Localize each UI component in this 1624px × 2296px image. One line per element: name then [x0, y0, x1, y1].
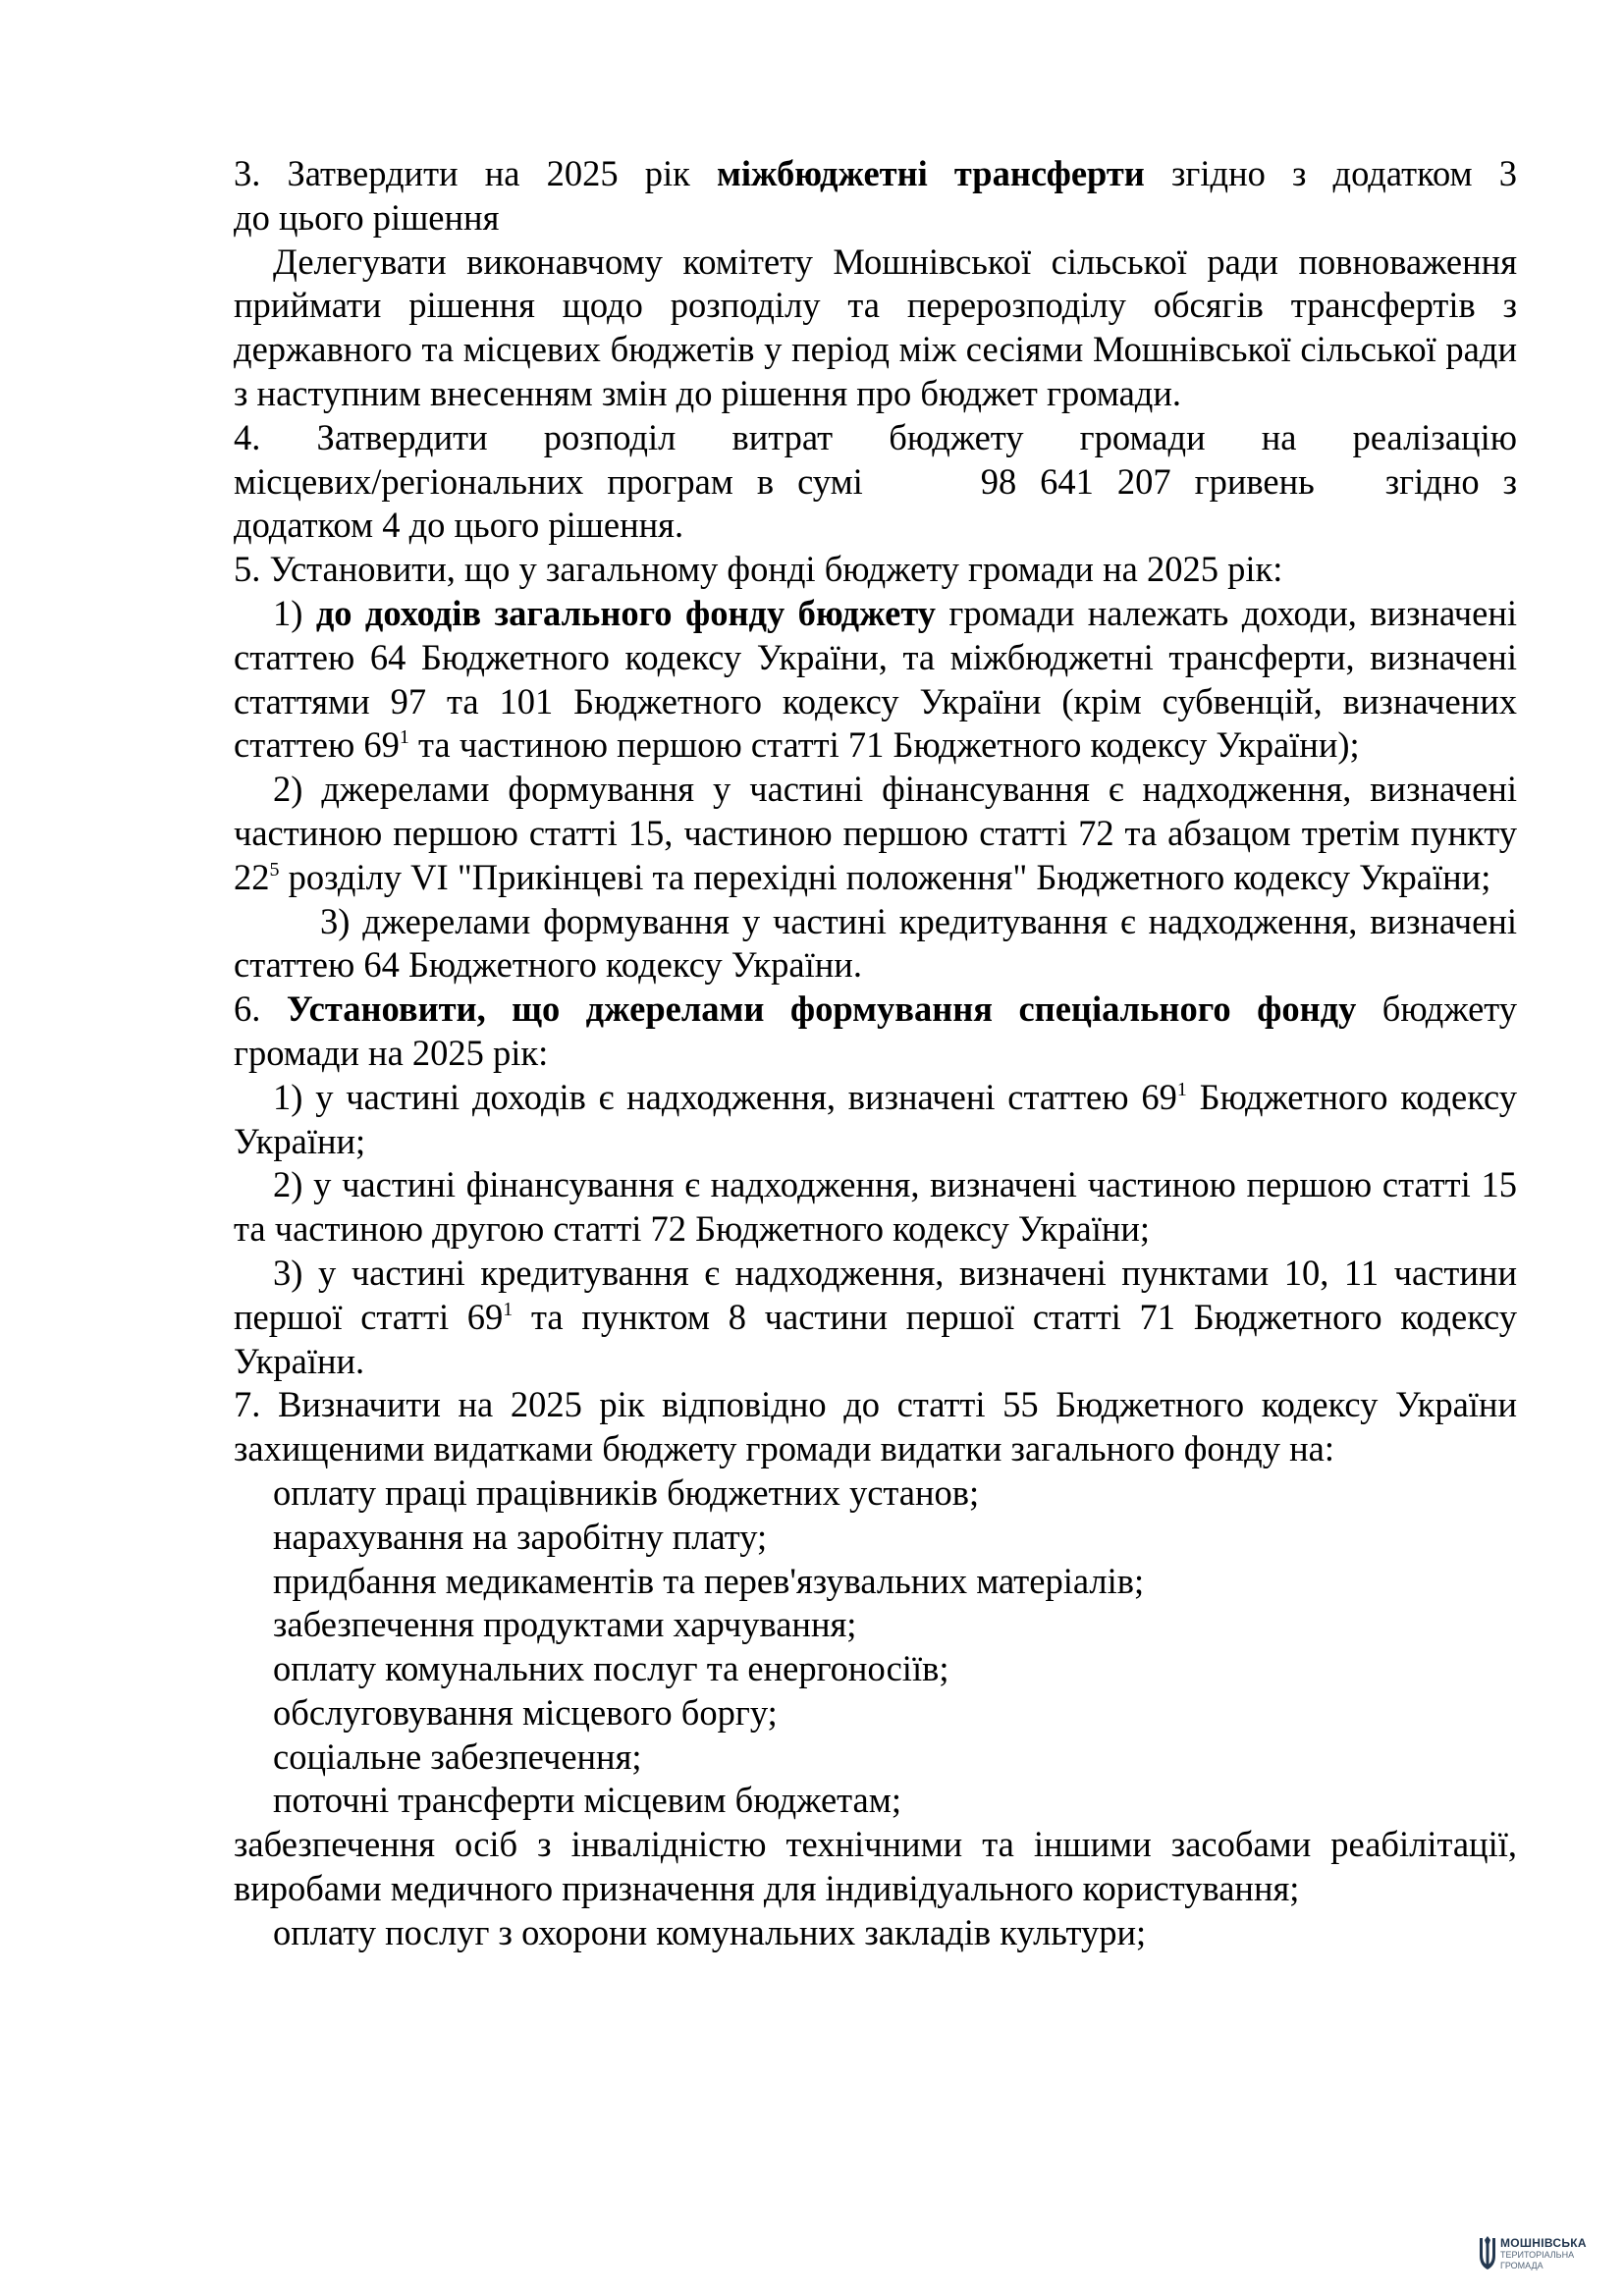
- p7-item-1: оплату праці працівників бюджетних установ;: [273, 1471, 980, 1513]
- p5-item3: 3) джерелами формування у частині кредитування є надходження, визначені статтею 64 Бюджетного кодексу України.: [234, 900, 1517, 986]
- logo-line-2: ТЕРИТОРІАЛЬНА: [1500, 2250, 1575, 2260]
- p6-item2: 2) у частині фінансування є надходження, визначені частиною першою статті 15 та частиною другою статті 72 Бюджетного кодексу України;: [234, 1164, 1517, 1250]
- p6-item1: 1) у частині доходів є надходження, визначені статтею $69^1$ Бюджетного кодексу України;: [234, 1076, 1517, 1161]
- p5-item2: 2) джерелами формування у частині фінансування є надходження, визначені частиною першою статті 15, частиною першою статті 72 та абзацом третім пункту $22^5$ розділу VI "Прикінцеві та перехідні положення" Бюджетного кодексу України;: [234, 769, 1517, 897]
- p7-item-10: оплату послуг з охорони комунальних закладів культури;: [273, 1911, 1147, 1952]
- p7-item-7: соціальне забезпечення;: [273, 1735, 642, 1777]
- community-logo: [1479, 2234, 1616, 2281]
- p3-line1: 3. Затвердити на 2025 рік міжбюджетні трансферти згідно з додатком 3: [234, 153, 1517, 193]
- p7-intro: 7. Визначити на 2025 рік відповідно до статті 55 Бюджетного кодексу України захищеними видатками бюджету громади видатки загального фонду на:: [234, 1384, 1517, 1469]
- document-page: [234, 152, 1517, 1955]
- trident-icon: [1479, 2236, 1496, 2271]
- p7-item-3: придбання медикаментів та перев'язувальних матеріалів;: [273, 1560, 1145, 1601]
- p7-item-8: поточні трансферти місцевим бюджетам;: [273, 1780, 901, 1821]
- p7-item-5: оплату комунальних послуг та енергоносіїв;: [273, 1648, 949, 1689]
- p7-item-4: забезпечення продуктами харчування;: [273, 1604, 857, 1645]
- p7-item-9: забезпечення осіб з інвалідністю технічними та іншими засобами реабілітації, виробами медичного призначення для індивідуального користування;: [234, 1824, 1517, 1909]
- p3-bold: міжбюджетні трансферти: [716, 153, 1145, 193]
- p7-item-2: нарахування на заробітну плату;: [273, 1516, 768, 1557]
- p4-line2: місцевих/регіональних програм в сумі 98 641 207 гривень згідно з: [234, 460, 1517, 502]
- p5-intro: 5. Установити, що у загальному фонді бюджету громади на 2025 рік:: [234, 549, 1283, 590]
- p3-delegate: Делегувати виконавчому комітету Мошнівської сільської ради повноваження приймати рішення щодо розподілу та перерозподілу обсягів трансфертів з державного та місцевих бюджетів у період між сесіями Мошнівської сільської ради з наступним внесенням змін до рішення про бюджет громади.: [234, 240, 1517, 413]
- p4-line3: додатком 4 до цього рішення.: [234, 505, 684, 546]
- p6-intro: 6. Установити, що джерелами формування спеціального фонду бюджету громади на 2025 рік:: [234, 988, 1517, 1073]
- logo-line-3: ГРОМАДА: [1500, 2261, 1543, 2270]
- p5-item1: 1) до доходів загального фонду бюджету громади належать доходи, визначені статтею 64 Бюджетного кодексу України, та міжбюджетні трансферти, визначені статтями 97 та 101 Бюджетного кодексу України (крім субвенцій, визначених статтею $69^1$ та частиною першою статті 71 Бюджетного кодексу України);: [234, 592, 1517, 766]
- p4-line1: 4. Затвердити розподіл витрат бюджету громади на реалізацію: [234, 416, 1517, 457]
- p7-item-6: обслуговування місцевого боргу;: [273, 1691, 778, 1733]
- logo-line-1: МОШНІВСЬКА: [1500, 2236, 1587, 2250]
- p6-item3: 3) у частині кредитування є надходження, визначені пунктами 10, 11 частини першої статті $69^1$ та пунктом 8 частини першої статті 71 Бюджетного кодексу України.: [234, 1252, 1517, 1381]
- p3-line2: до цього рішення: [234, 196, 500, 238]
